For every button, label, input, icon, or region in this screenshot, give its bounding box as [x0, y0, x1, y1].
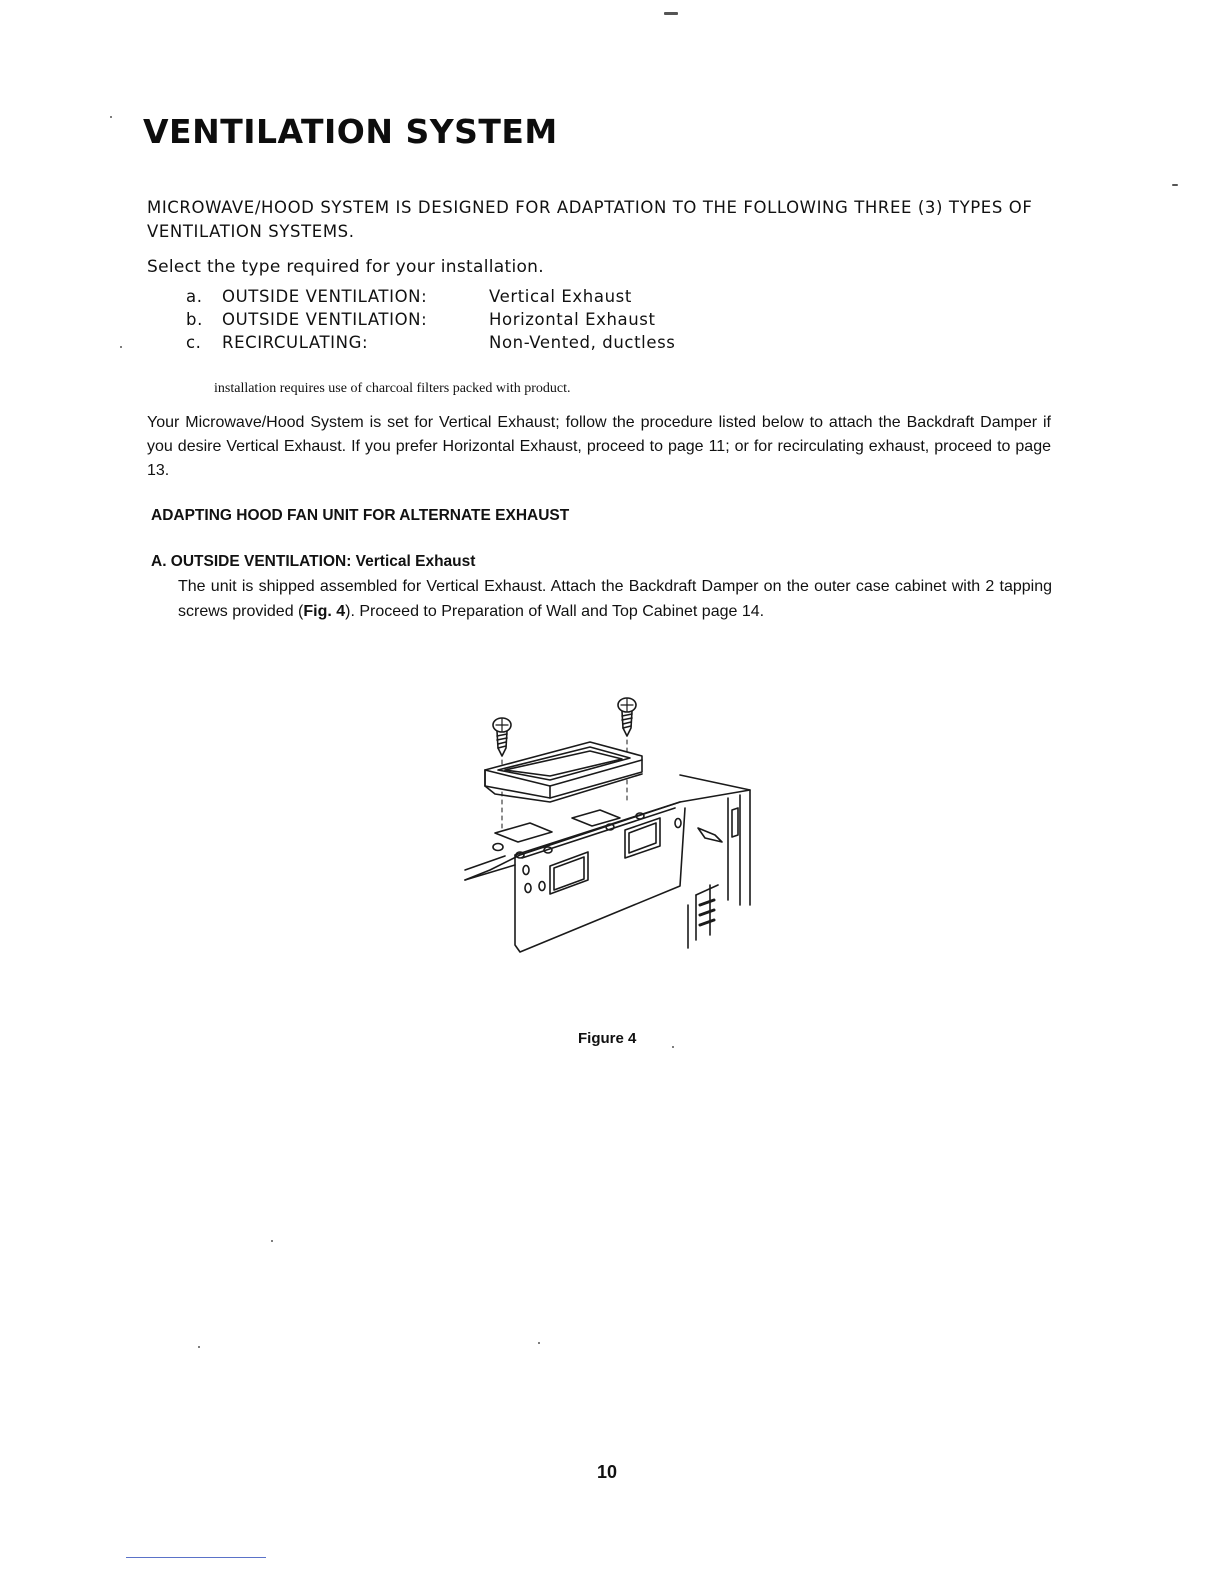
footer-rule	[126, 1557, 266, 1558]
charcoal-filter-note: installation requires use of charcoal filters packed with product.	[214, 381, 571, 396]
section-heading: ADAPTING HOOD FAN UNIT FOR ALTERNATE EXHAUST	[151, 507, 570, 524]
figure-caption: Figure 4	[578, 1030, 637, 1047]
scan-speck	[1172, 184, 1178, 186]
option-letter: b.	[186, 310, 203, 329]
page-number: 10	[597, 1462, 618, 1482]
option-detail: Non-Vented, ductless	[489, 333, 676, 352]
figure-4-illustration	[460, 690, 770, 965]
scan-speck	[120, 346, 122, 348]
tapping-screw-right	[618, 698, 636, 736]
scan-speck	[198, 1346, 200, 1348]
option-type: OUTSIDE VENTILATION:	[222, 287, 428, 306]
select-instruction: Select the type required for your installation.	[147, 257, 544, 277]
subsection-body	[178, 574, 1052, 624]
option-type: OUTSIDE VENTILATION:	[222, 310, 428, 329]
instruction-paragraph: Your Microwave/Hood System is set for Vertical Exhaust; follow the procedure listed below to attach the Backdraft Damper if you desire Vertical Exhaust. If you prefer Horizontal Exhaust, proceed to page 11; or for recirculating exhaust, proceed to page 13.	[147, 414, 1051, 479]
page-title: VENTILATION SYSTEM	[143, 112, 558, 151]
scan-speck	[110, 116, 112, 118]
scan-speck	[672, 1046, 674, 1048]
option-detail: Horizontal Exhaust	[489, 310, 656, 329]
figure-reference: Fig. 4	[303, 603, 346, 620]
subsection-title: A. OUTSIDE VENTILATION: Vertical Exhaust	[151, 553, 476, 570]
body-text: The unit is shipped assembled for Vertical Exhaust. Attach the Backdraft Damper on the outer case cabinet with 2 tapping screws provided (	[178, 578, 1052, 620]
body-text: ). Proceed to Preparation of Wall and Top Cabinet page 14.	[345, 603, 765, 620]
option-letter: c.	[186, 333, 202, 352]
scan-speck	[271, 1240, 273, 1242]
tapping-screw-left	[493, 718, 511, 756]
option-type: RECIRCULATING:	[222, 333, 369, 352]
outer-case-cabinet	[465, 775, 750, 952]
backdraft-damper	[485, 742, 642, 802]
scan-speck	[538, 1342, 540, 1344]
intro-text: MICROWAVE/HOOD SYSTEM IS DESIGNED FOR ADAPTATION TO THE FOLLOWING THREE (3) TYPES OF VENTILATION SYSTEMS.	[147, 198, 1033, 241]
scan-speck	[664, 12, 678, 15]
option-letter: a.	[186, 287, 203, 306]
option-detail: Vertical Exhaust	[489, 287, 632, 306]
